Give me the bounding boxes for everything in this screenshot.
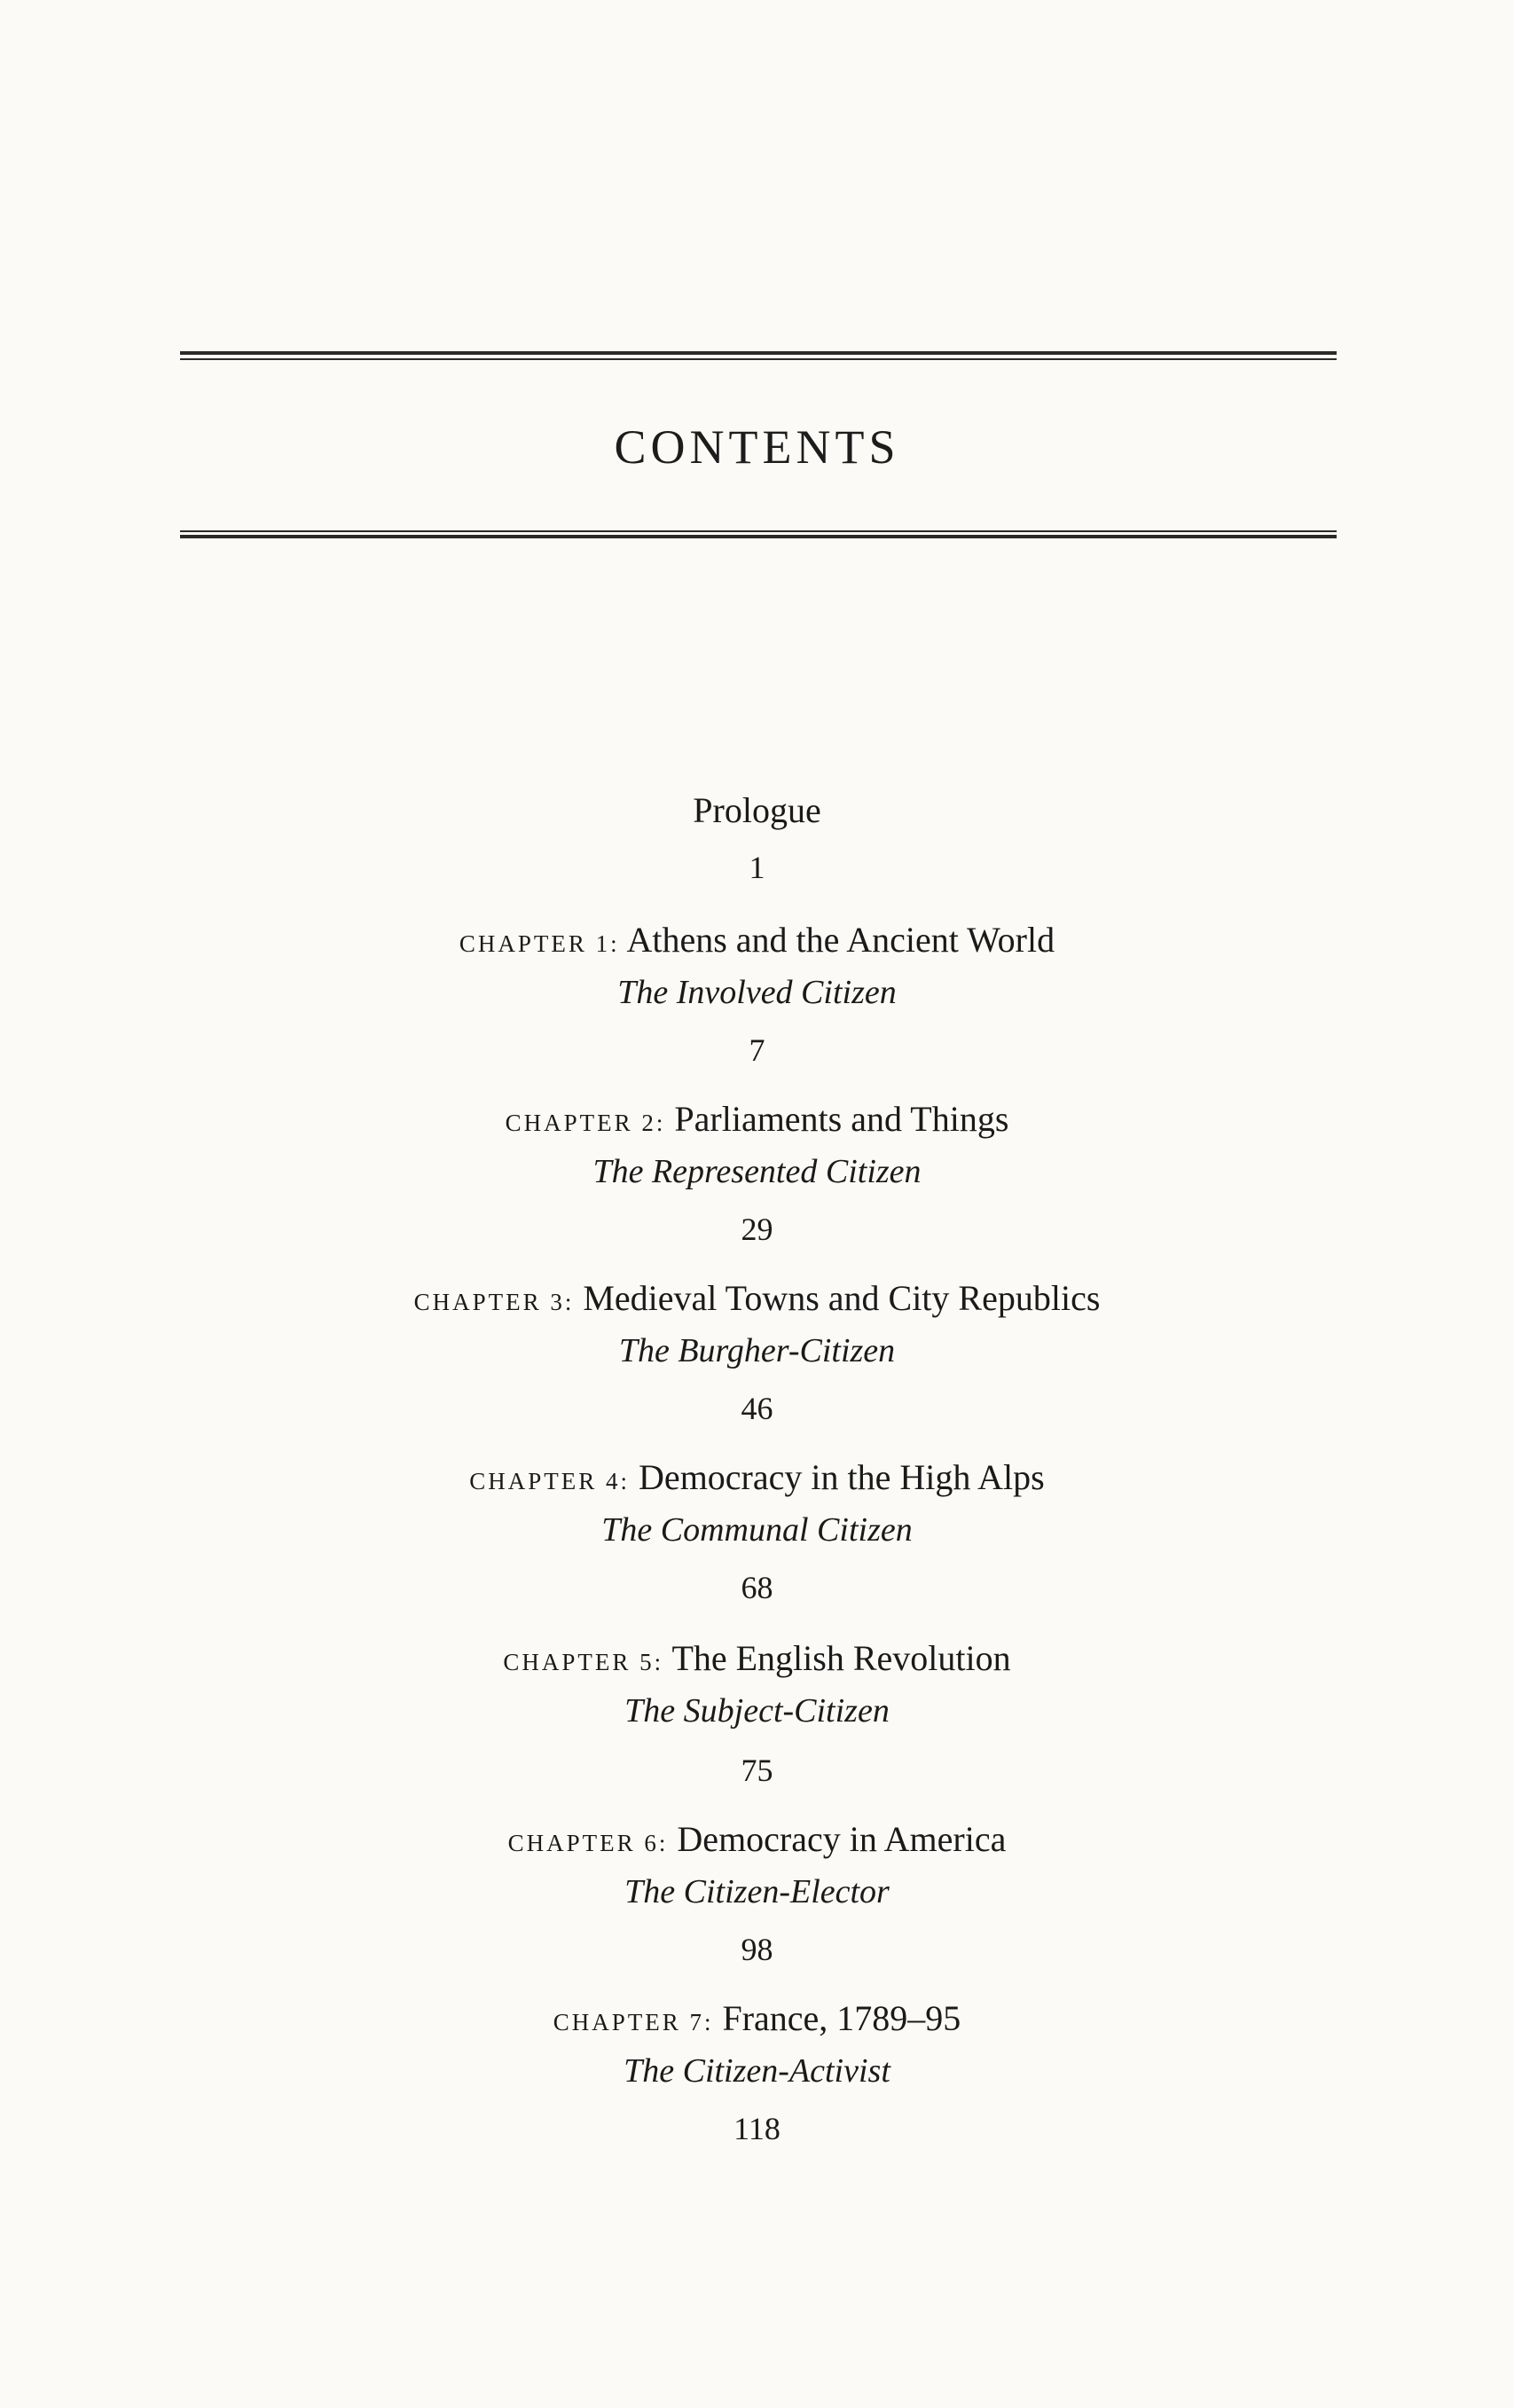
chapter-title: Medieval Towns and City Republics: [583, 1278, 1101, 1318]
toc-entry-title: [0, 1637, 1514, 1683]
toc-entry-title: [0, 1997, 1514, 2043]
contents-heading: CONTENTS: [614, 420, 900, 474]
chapter-label: CHAPTER 3:: [413, 1289, 575, 1315]
chapter-label: CHAPTER 5:: [503, 1649, 664, 1675]
toc-entry-title: [0, 919, 1514, 965]
chapter-title: Democracy in the High Alps: [639, 1457, 1045, 1497]
chapter-label: CHAPTER 6:: [507, 1830, 669, 1856]
chapter-subtitle: The Communal Citizen: [601, 1511, 913, 1549]
chapter-page-number: 7: [749, 1032, 765, 1068]
chapter-label: CHAPTER 1:: [459, 930, 620, 957]
toc-entry-title: [0, 1456, 1514, 1502]
prologue-title: Prologue: [693, 790, 821, 830]
toc-entry-title: [0, 1277, 1514, 1323]
chapter-page-number: 29: [741, 1212, 773, 1247]
chapter-subtitle: The Involved Citizen: [617, 974, 897, 1011]
chapter-page-number: 46: [741, 1391, 773, 1426]
chapter-title: France, 1789–95: [722, 1998, 961, 2038]
chapter-title: The English Revolution: [671, 1638, 1011, 1678]
chapter-subtitle: The Represented Citizen: [592, 1153, 922, 1190]
chapter-page-number: 118: [733, 2111, 781, 2146]
chapter-label: CHAPTER 2:: [505, 1110, 666, 1136]
chapter-page-number: 68: [741, 1570, 773, 1605]
prologue-page-number: 1: [749, 850, 765, 885]
chapter-page-number: 75: [741, 1753, 773, 1788]
chapter-subtitle: The Burgher-Citizen: [618, 1332, 896, 1369]
chapter-subtitle: The Subject-Citizen: [624, 1692, 890, 1730]
toc-entry-title: [0, 1818, 1514, 1864]
chapter-title: Democracy in America: [677, 1819, 1007, 1859]
toc-entry-title: [0, 1098, 1514, 1144]
bottom-double-rule: [180, 530, 1337, 538]
top-double-rule: [180, 351, 1337, 359]
chapter-subtitle: The Citizen-Elector: [624, 1873, 890, 1910]
chapter-label: CHAPTER 4:: [469, 1468, 631, 1494]
chapter-title: Parliaments and Things: [674, 1099, 1009, 1139]
chapter-label: CHAPTER 7:: [553, 2009, 714, 2035]
chapter-subtitle: The Citizen-Activist: [624, 2052, 890, 2090]
chapter-title: Athens and the Ancient World: [626, 920, 1055, 960]
chapter-page-number: 98: [741, 1932, 773, 1967]
